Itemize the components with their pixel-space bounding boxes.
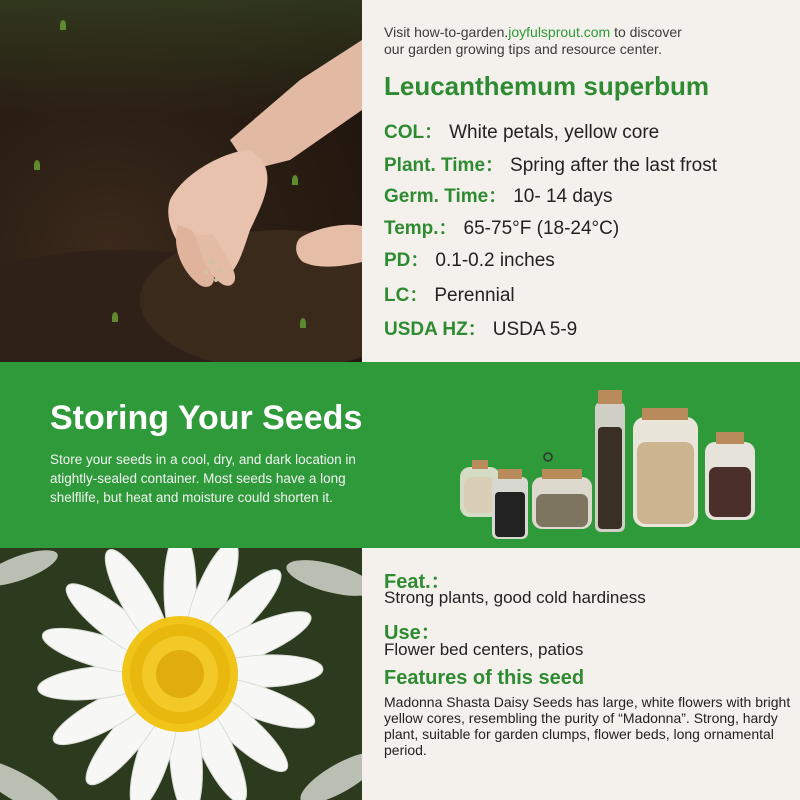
spec-hardiness-zone: USDA HZ： USDA 5-9 xyxy=(384,319,578,340)
soil-hand-photo xyxy=(0,0,362,362)
sprout xyxy=(292,175,298,185)
spec-life-cycle: LC： Perennial xyxy=(384,285,515,306)
features-panel xyxy=(362,548,800,800)
seed-jars-illustration xyxy=(450,382,770,542)
spec-germination-time: Germ. Time： 10- 14 days xyxy=(384,186,613,207)
spec-temperature: Temp.： 65-75°F (18-24°C) xyxy=(384,218,620,239)
storing-seeds-banner xyxy=(0,362,800,548)
seed-features-heading: Features of this seed xyxy=(384,667,585,689)
use-heading: Use： xyxy=(384,622,441,644)
sprout xyxy=(300,318,306,328)
storing-text: Store your seeds in a cool, dry, and dark location in atightly-sealed container. Most seeds have a long shelflife, but heat and moisture could shorten it. xyxy=(50,452,356,505)
hand-sowing-seeds-illustration xyxy=(0,0,362,362)
daisy-illustration xyxy=(0,548,362,800)
plant-info-panel xyxy=(362,0,800,362)
visit-prefix: Visit how-to-garden. xyxy=(384,24,509,40)
spec-planting-depth: PD： 0.1-0.2 inches xyxy=(384,250,555,271)
top-section xyxy=(0,0,800,362)
sprout xyxy=(112,312,118,322)
seed-features-text: Madonna Shasta Daisy Seeds has large, white flowers with bright yellow cores, resembling the purity of “Madonna”. Strong, hardy plant, suitable for garden clumps, flower beds, long ornamental period. xyxy=(384,694,791,758)
visit-notice xyxy=(384,24,682,58)
sprout xyxy=(34,160,40,170)
sprout xyxy=(60,20,66,30)
visit-line2: our garden growing tips and resource center. xyxy=(384,41,662,57)
spec-planting-time: Plant. Time： Spring after the last frost xyxy=(384,155,718,176)
bottom-section xyxy=(0,548,800,800)
storing-title: Storing Your Seeds xyxy=(50,399,363,437)
daisy-photo xyxy=(0,548,362,800)
visit-suffix: to discover xyxy=(610,24,682,40)
spec-color: COL： White petals, yellow core xyxy=(384,122,660,143)
plant-name: Leucanthemum superbum xyxy=(384,71,710,101)
use-text: Flower bed centers, patios xyxy=(384,640,584,659)
feat-text: Strong plants, good cold hardiness xyxy=(384,588,646,607)
site-link[interactable]: joyfulsprout.com xyxy=(508,24,611,40)
feat-heading: Feat.： xyxy=(384,571,451,593)
